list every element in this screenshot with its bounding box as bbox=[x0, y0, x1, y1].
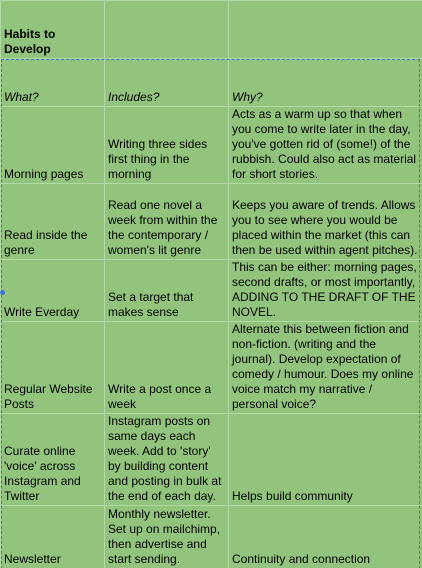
cell-includes[interactable]: Monthly newsletter. Set up on mailchimp, then advertise and start sending. bbox=[105, 506, 229, 568]
cell-why[interactable]: Continuity and connection bbox=[229, 506, 422, 568]
header-why[interactable]: Why? bbox=[229, 59, 422, 107]
cell-why[interactable]: This can be either: morning pages, second drafts, or most importantly, ADDING TO THE DRAFT OF THE NOVEL. bbox=[229, 260, 422, 322]
cell-includes[interactable]: Write a post once a week bbox=[105, 322, 229, 414]
cell-what[interactable]: Read inside the genre bbox=[1, 184, 105, 260]
cell-includes[interactable]: Writing three sides first thing in the morning bbox=[105, 107, 229, 184]
table-row bbox=[1, 414, 422, 506]
cell-why[interactable]: Acts as a warm up so that when you come to write later in the day, you've gotten rid of (some!) of the rubbish. Could also act as material for short stories. bbox=[229, 107, 422, 184]
title-cell[interactable]: Habits to Develop bbox=[1, 1, 105, 59]
table-row bbox=[1, 506, 422, 568]
cell-why[interactable]: Helps build community bbox=[229, 414, 422, 506]
cell-what[interactable]: Curate online 'voice' across Instagram and Twitter bbox=[1, 414, 105, 506]
table-row bbox=[1, 322, 422, 414]
cell-what[interactable]: Newsletter bbox=[1, 506, 105, 568]
cell-includes[interactable]: Set a target that makes sense bbox=[105, 260, 229, 322]
cell-what[interactable]: Morning pages bbox=[1, 107, 105, 184]
empty-cell[interactable] bbox=[229, 1, 422, 59]
cell-includes[interactable]: Read one novel a week from within the the contemporary / women's lit genre bbox=[105, 184, 229, 260]
header-includes[interactable]: Includes? bbox=[105, 59, 229, 107]
table-row bbox=[1, 260, 422, 322]
title-row bbox=[1, 1, 422, 59]
header-what[interactable]: What? bbox=[1, 59, 105, 107]
table-row bbox=[1, 107, 422, 184]
empty-cell[interactable] bbox=[105, 1, 229, 59]
table-row bbox=[1, 184, 422, 260]
cell-why[interactable]: Alternate this between fiction and non-fiction. (writing and the journal). Develop expectation of comedy / humour. Does my online voice match my narrative / personal voice? bbox=[229, 322, 422, 414]
header-row bbox=[1, 59, 422, 107]
cell-what[interactable]: Regular Website Posts bbox=[1, 322, 105, 414]
cell-what[interactable]: Write Everday bbox=[1, 260, 105, 322]
cell-includes[interactable]: Instagram posts on same days each week. Add to 'story' by building content and posting in bulk at the end of each day. bbox=[105, 414, 229, 506]
cell-why[interactable]: Keeps you aware of trends. Allows you to see where you would be placed within the market (this can then be used within agent pitches). bbox=[229, 184, 422, 260]
